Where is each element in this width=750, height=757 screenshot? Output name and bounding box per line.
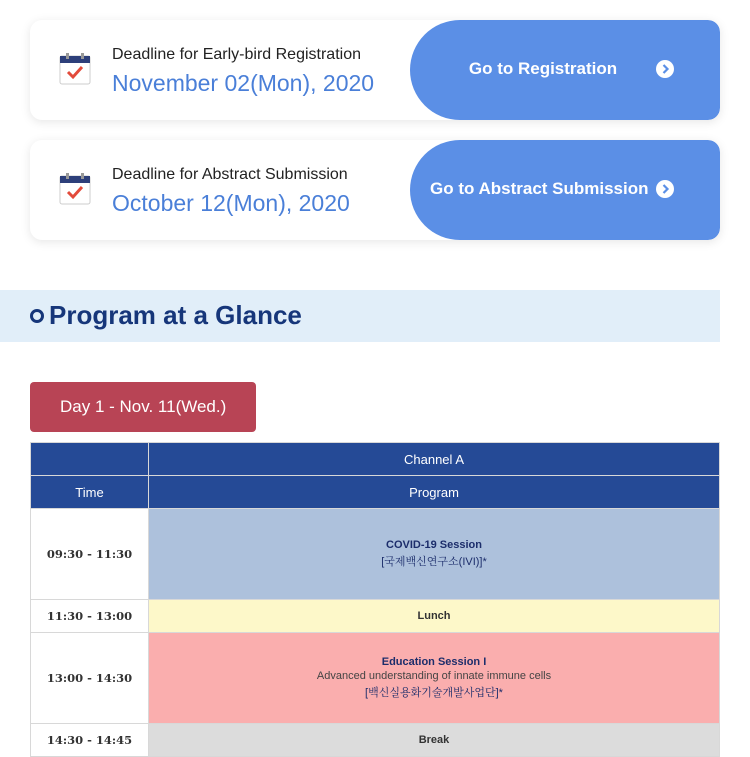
calendar-icon bbox=[58, 52, 92, 86]
time-cell: 13:00 - 14:30 bbox=[31, 633, 149, 724]
time-cell: 11:30 - 13:00 bbox=[31, 600, 149, 633]
go-to-abstract-submission-button[interactable] bbox=[410, 140, 720, 240]
time-cell: 09:30 - 11:30 bbox=[31, 509, 149, 600]
session-title: Education Session I bbox=[381, 656, 487, 668]
button-label: Go to Abstract Submission bbox=[430, 179, 649, 198]
calendar-icon bbox=[58, 172, 92, 206]
section-header bbox=[0, 290, 720, 342]
table-row bbox=[31, 509, 720, 600]
session-organizer: [백신실용화기술개발사업단]* bbox=[365, 687, 503, 699]
table-row bbox=[31, 724, 720, 757]
chevron-right-icon bbox=[656, 60, 674, 78]
deadline-date: November 02(Mon), 2020 bbox=[112, 70, 375, 96]
registration-deadline-card bbox=[30, 20, 720, 120]
session-cell[interactable] bbox=[149, 633, 720, 724]
circle-bullet-icon bbox=[30, 309, 44, 323]
button-label: Go to Registration bbox=[468, 59, 618, 78]
go-to-registration-button[interactable] bbox=[410, 20, 720, 120]
lunch-cell: Lunch bbox=[149, 600, 720, 633]
deadline-date: October 12(Mon), 2020 bbox=[112, 190, 350, 216]
deadline-label: Deadline for Abstract Submission bbox=[112, 166, 348, 183]
tab-day-1[interactable]: Day 1 - Nov. 11(Wed.) bbox=[30, 382, 256, 432]
abstract-deadline-card bbox=[30, 140, 720, 240]
table-header-row bbox=[31, 443, 720, 476]
chevron-right-icon bbox=[656, 180, 674, 198]
break-cell: Break bbox=[149, 724, 720, 757]
table-header-row bbox=[31, 476, 720, 509]
section-title: Program at a Glance bbox=[49, 300, 302, 330]
time-header: Time bbox=[31, 476, 149, 509]
session-title: COVID-19 Session bbox=[386, 539, 482, 551]
table-row bbox=[31, 633, 720, 724]
schedule-table bbox=[30, 442, 720, 757]
time-cell: 14:30 - 14:45 bbox=[31, 724, 149, 757]
session-organizer: [국제백신연구소(IVI)]* bbox=[381, 556, 487, 568]
session-cell[interactable] bbox=[149, 509, 720, 600]
table-row bbox=[31, 600, 720, 633]
session-description: Advanced understanding of innate immune cells bbox=[316, 670, 552, 682]
deadline-label: Deadline for Early-bird Registration bbox=[112, 46, 361, 63]
program-header: Program bbox=[149, 476, 720, 509]
header-empty-cell bbox=[31, 443, 149, 476]
channel-header: Channel A bbox=[149, 443, 720, 476]
